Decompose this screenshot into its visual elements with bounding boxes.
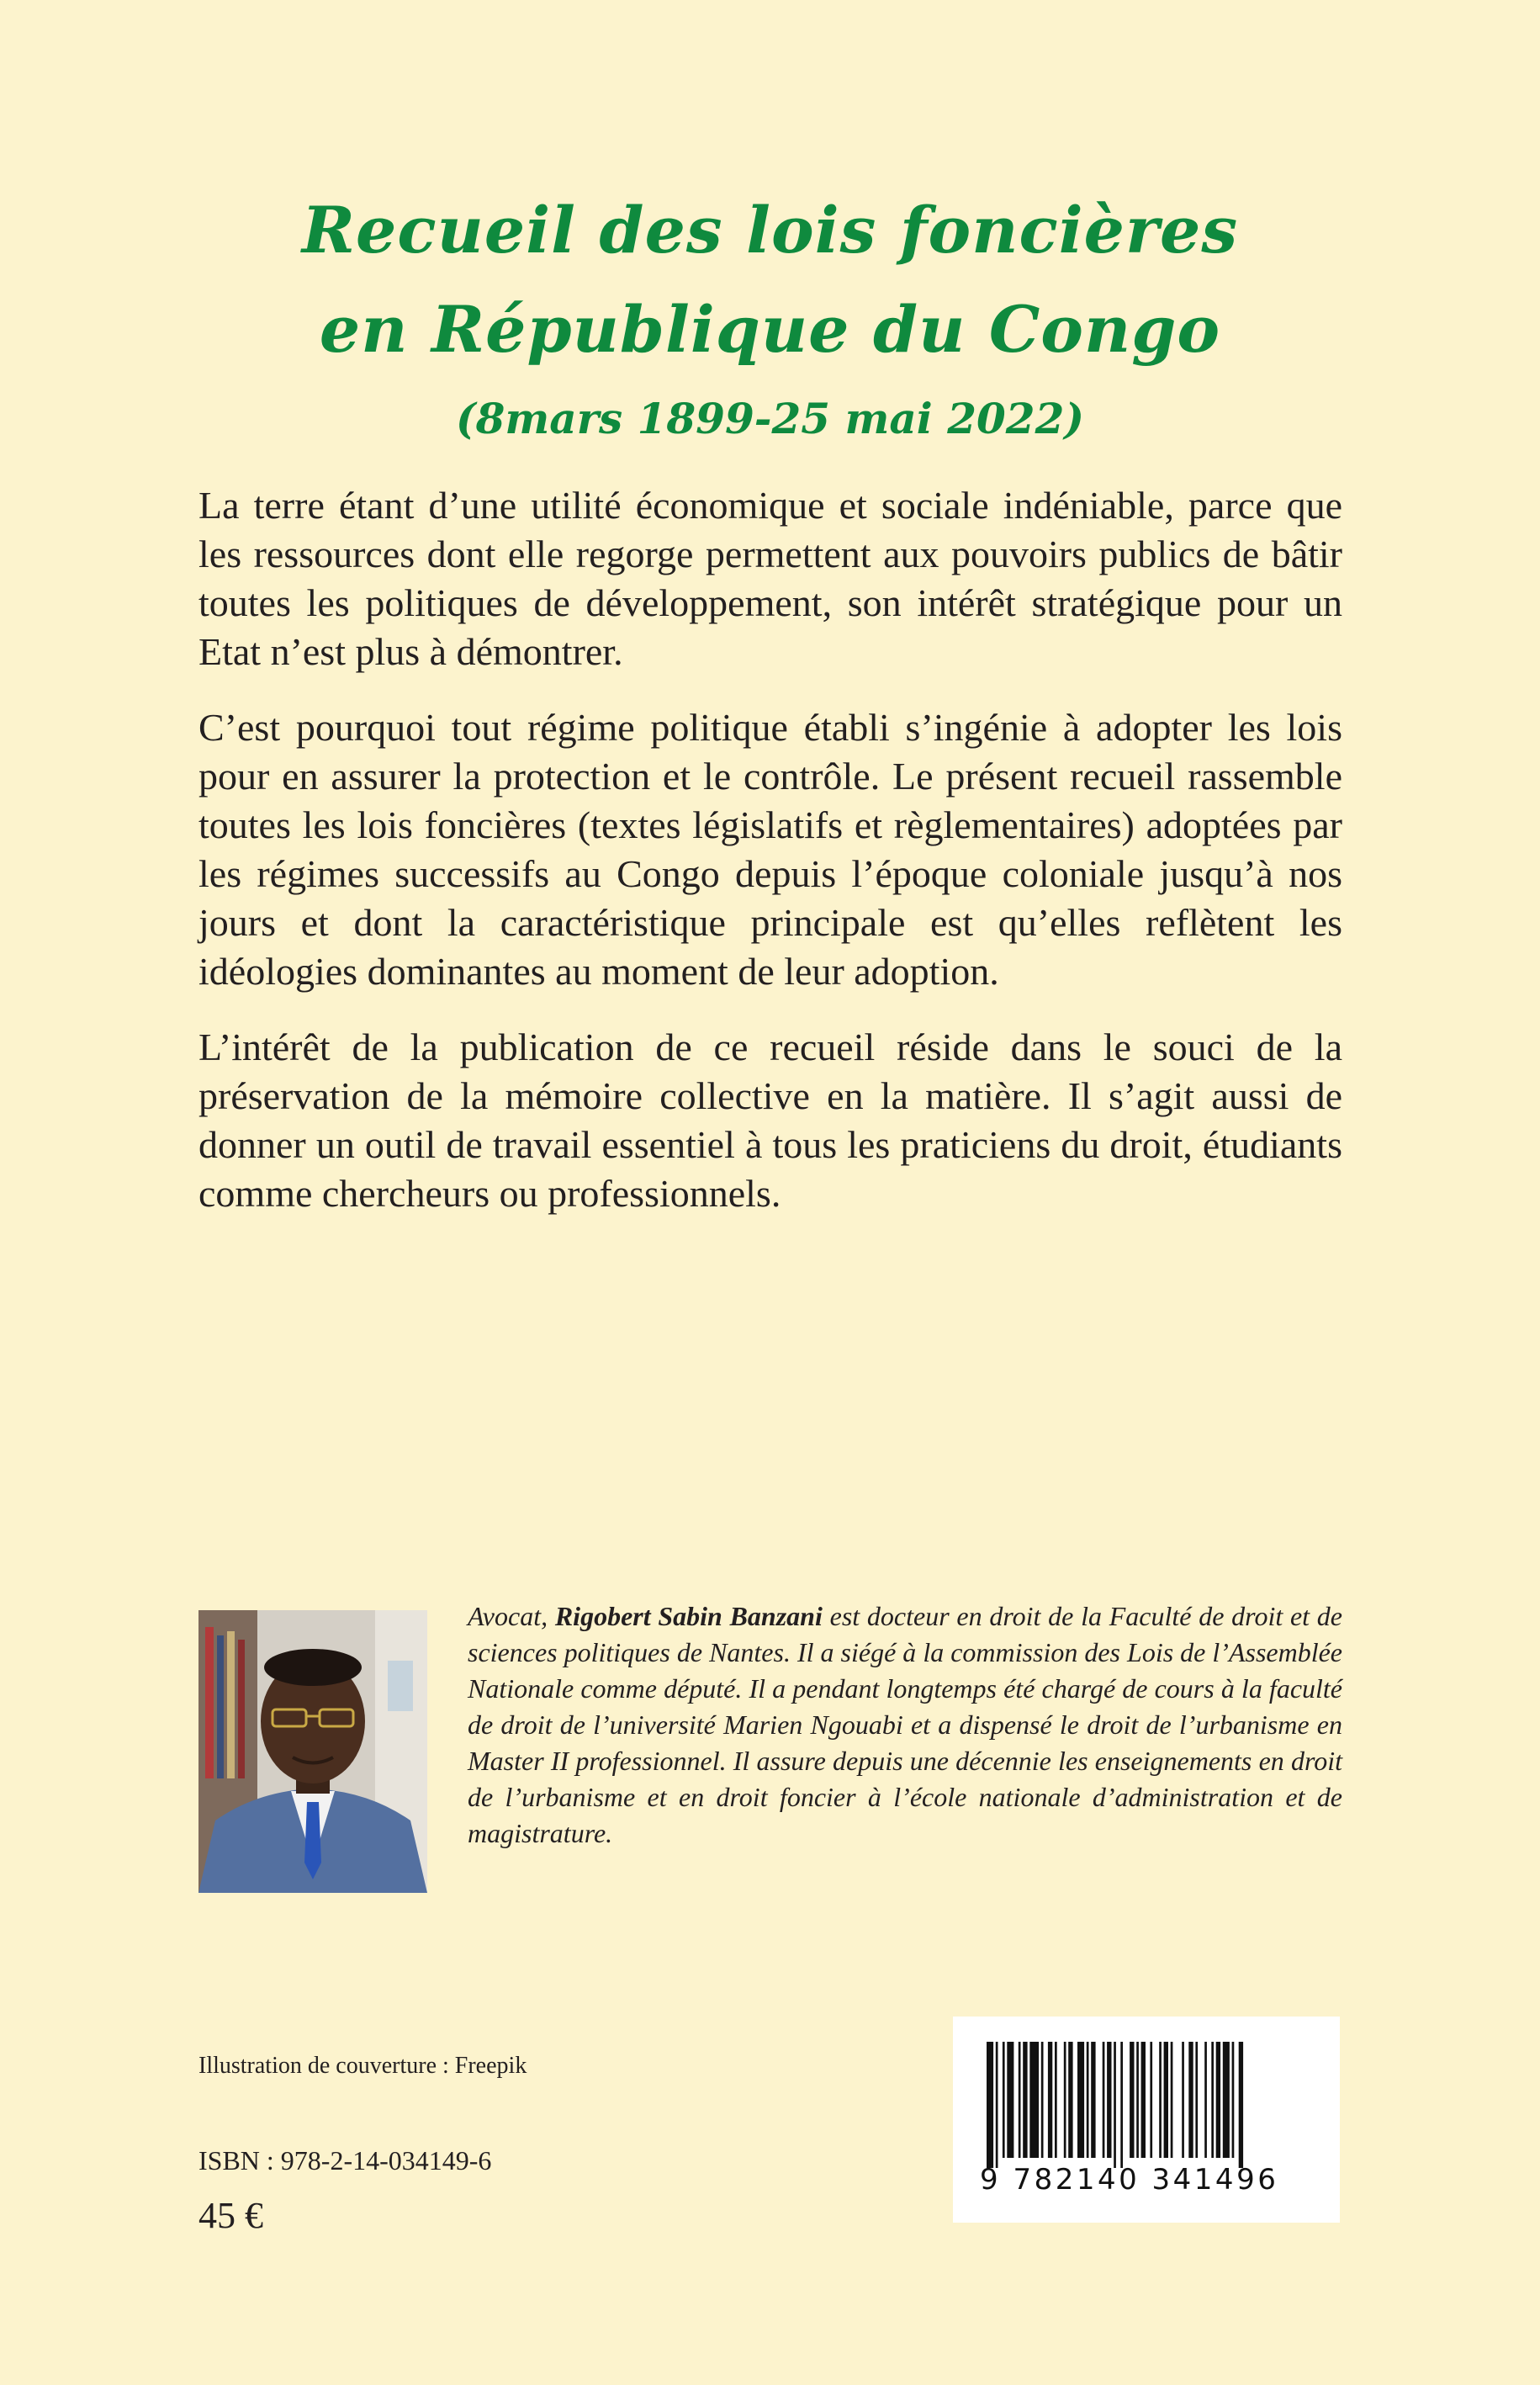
author-bio xyxy=(468,1598,1342,1852)
author-bio-prefix: Avocat, xyxy=(468,1601,555,1631)
barcode xyxy=(953,2017,1340,2223)
author-name: Rigobert Sabin Banzani xyxy=(554,1601,823,1631)
title-line-1: Recueil des lois foncières xyxy=(301,193,1239,268)
isbn: ISBN : 978-2-14-034149-6 xyxy=(198,2145,492,2176)
illustration-credit: Illustration de couverture : Freepik xyxy=(198,2053,527,2079)
title-dates: (8mars 1899-25 mai 2022) xyxy=(455,394,1085,443)
barcode-digits: 9 782140 341496 xyxy=(980,2163,1279,2197)
blurb xyxy=(198,481,1342,1245)
price: 45 € xyxy=(198,2195,263,2236)
blurb-paragraph-1: La terre étant d’une utilité économique et sociale indéniable, parce que les ressources dont elle regorge permettent aux pouvoirs publics de bâtir toutes les politiques de développement, son intérêt stratégique pour un Etat n’est plus à démontrer. xyxy=(198,484,1342,673)
book-title xyxy=(0,181,1540,448)
blurb-paragraph-2: C’est pourquoi tout régime politique établi s’ingénie à adopter les lois pour en assurer la protection et le contrôle. Le présent recueil rassemble toutes les lois foncières (textes législatifs et règlementaires) adoptées par les régimes successifs au Congo depuis l’époque coloniale jusqu’à nos jours et dont la caractéristique principale est qu’elles reflètent les idéologies dominantes au moment de leur adoption. xyxy=(198,706,1342,993)
author-photo xyxy=(198,1610,427,1893)
blurb-paragraph-3: L’intérêt de la publication de ce recueil réside dans le souci de la préservation de la mémoire collective en la matière. Il s’agit aussi de donner un outil de travail essentiel à tous les praticiens du droit, étudiants comme chercheurs ou professionnels. xyxy=(198,1026,1342,1215)
author-portrait-image xyxy=(198,1610,427,1893)
author-bio-text: est docteur en droit de la Faculté de droit et de sciences politiques de Nantes. Il a siégé à la commission des Lois de l’Assemblée Nationale comme député. Il a pendant longtemps été chargé de cours à la faculté de droit de l’université Marien Ngouabi et a dispensé le droit de l’urbanisme en Master II professionnel. Il assure depuis une décennie les enseignements en droit de l’urbanisme et en droit foncier à l’école nationale d’administration et de magistrature. xyxy=(468,1601,1343,1848)
title-line-2: en République du Congo xyxy=(319,292,1221,367)
